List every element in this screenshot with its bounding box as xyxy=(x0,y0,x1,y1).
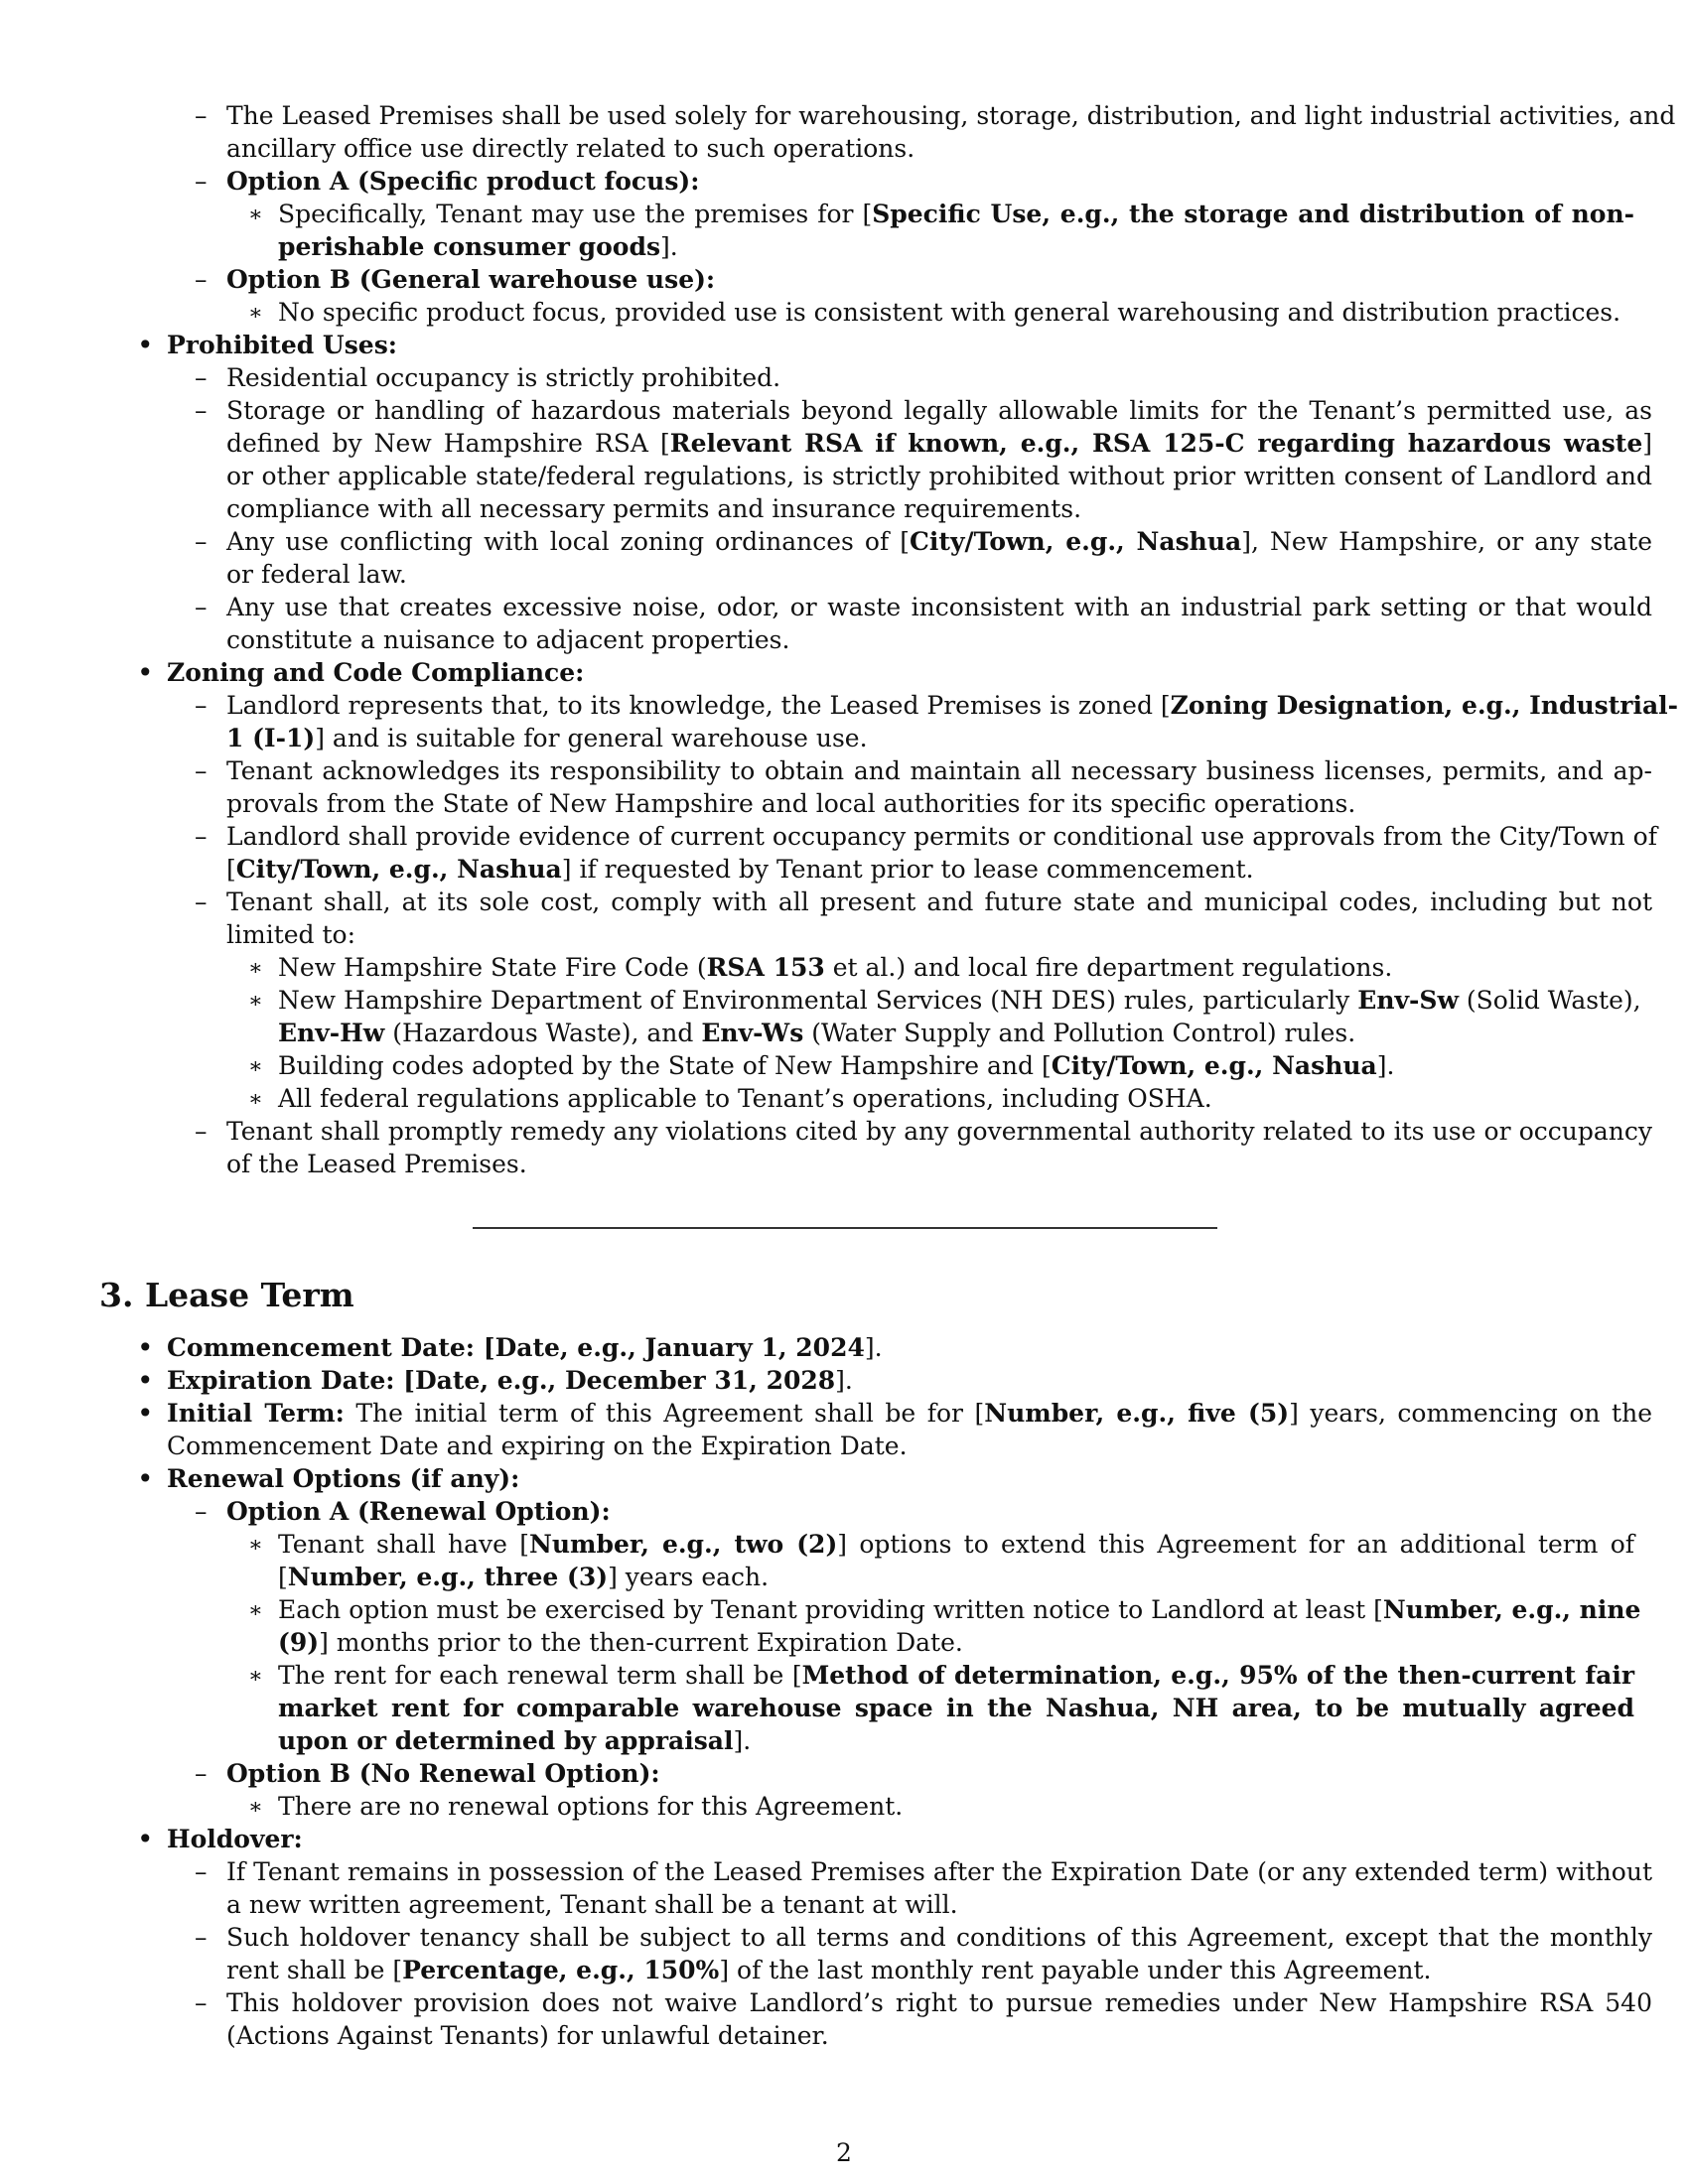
prohibited-item-3-line-2: or federal law. xyxy=(226,560,407,589)
renewal-option-b-text: There are no renewal options for this Agreement. xyxy=(278,1792,904,1821)
asterisk-marker: ∗ xyxy=(248,1664,263,1689)
zoning-sub-4: All federal regulations applicable to Tenant’s operations, including OSHA. xyxy=(278,1084,1212,1113)
option-b-label: Option B (General warehouse use): xyxy=(226,265,716,294)
holdover-label: Holdover: xyxy=(167,1825,303,1853)
asterisk-marker: ∗ xyxy=(248,989,263,1014)
bullet-marker: • xyxy=(137,1364,154,1397)
expiration-date: Expiration Date: [Date, e.g., December 31, 2028]. xyxy=(167,1366,853,1395)
renewal-a-3-line-2: market rent for comparable warehouse space in the Nashua, NH area, to be mutually agreed xyxy=(278,1694,1634,1722)
zoning-item-4-line-2: limited to: xyxy=(226,920,356,949)
prohibited-item-4-line-1: Any use that creates excessive noise, odor, or waste inconsistent with an industrial park setting or that would xyxy=(226,593,1652,621)
zoning-item-2-line-1: Tenant acknowledges its responsibility to obtain and maintain all necessary business licenses, permits, and ap- xyxy=(226,756,1652,785)
zoning-item-1-line-1: Landlord represents that, to its knowledge, the Leased Premises is zoned [Zoning Designation, e.g., Industrial- xyxy=(226,691,1679,720)
renewal-a-2-line-1: Each option must be exercised by Tenant providing written notice to Landlord at least [Number, e.g., nine xyxy=(278,1595,1641,1624)
zoning-sub-3: Building codes adopted by the State of New Hampshire and [City/Town, e.g., Nashua]. xyxy=(278,1051,1395,1080)
option-a-text-2: perishable consumer goods]. xyxy=(278,232,678,261)
holdover-2-line-1: Such holdover tenancy shall be subject to all terms and conditions of this Agreement, except that the monthly xyxy=(226,1923,1652,1952)
dash-marker: – xyxy=(195,593,208,621)
initial-term-line-2: Commencement Date and expiring on the Expiration Date. xyxy=(167,1432,908,1460)
zoning-sub-1: New Hampshire State Fire Code (RSA 153 et al.) and local fire department regulations. xyxy=(278,953,1393,982)
zoning-item-2-line-2: provals from the State of New Hampshire and local authorities for its specific operations. xyxy=(226,789,1356,818)
prohibited-item-4-line-2: constitute a nuisance to adjacent properties. xyxy=(226,625,790,654)
bullet-marker: • xyxy=(137,329,154,361)
dash-marker: – xyxy=(195,756,208,785)
zoning-item-1-line-2: 1 (I-1)] and is suitable for general warehouse use. xyxy=(226,724,868,752)
page-number: 2 xyxy=(836,2138,852,2167)
renewal-options-label: Renewal Options (if any): xyxy=(167,1464,520,1493)
dash-marker: – xyxy=(195,265,208,294)
dash-marker: – xyxy=(195,887,208,916)
holdover-3-line-1: This holdover provision does not waive Landlord’s right to pursue remedies under New Hampshire RSA 540 xyxy=(226,1988,1652,2017)
dash-marker: – xyxy=(195,527,208,556)
zoning-item-4-line-1: Tenant shall, at its sole cost, comply with all present and future state and municipal codes, including but not xyxy=(226,887,1652,916)
dash-marker: – xyxy=(195,1857,208,1886)
holdover-1-line-2: a new written agreement, Tenant shall be a tenant at will. xyxy=(226,1890,958,1919)
commencement-date: Commencement Date: [Date, e.g., January 1, 2024]. xyxy=(167,1333,883,1362)
dash-marker: – xyxy=(195,691,208,720)
prohibited-item-3-line-1: Any use conflicting with local zoning ordinances of [City/Town, e.g., Nashua], New Hampshire, or any state xyxy=(226,527,1652,556)
dash-marker: – xyxy=(195,1988,208,2017)
renewal-a-1-line-1: Tenant shall have [Number, e.g., two (2)] options to extend this Agreement for an additional term of xyxy=(278,1530,1635,1559)
section-3-heading: 3. Lease Term xyxy=(99,1276,354,1314)
renewal-a-1-line-2: [Number, e.g., three (3)] years each. xyxy=(278,1563,770,1591)
zoning-label: Zoning and Code Compliance: xyxy=(167,658,585,687)
bullet-marker: • xyxy=(137,1397,154,1430)
option-b-text: No specific product focus, provided use is consistent with general warehousing and distribution practices. xyxy=(278,298,1621,327)
renewal-option-a-label: Option A (Renewal Option): xyxy=(226,1497,611,1526)
prohibited-item-1: Residential occupancy is strictly prohibited. xyxy=(226,363,781,392)
renewal-option-b-label: Option B (No Renewal Option): xyxy=(226,1759,660,1788)
bullet-marker: • xyxy=(137,656,154,689)
prohibited-item-2-line-2: defined by New Hampshire RSA [Relevant RSA if known, e.g., RSA 125-C regarding hazardous waste] xyxy=(226,429,1652,458)
use-line-2: ancillary office use directly related to such operations. xyxy=(226,134,915,163)
asterisk-marker: ∗ xyxy=(248,1598,263,1623)
dash-marker: – xyxy=(195,1497,208,1526)
holdover-1-line-1: If Tenant remains in possession of the Leased Premises after the Expiration Date (or any extended term) without xyxy=(226,1857,1652,1886)
asterisk-marker: ∗ xyxy=(248,956,263,981)
asterisk-marker: ∗ xyxy=(248,1087,263,1112)
dash-marker: – xyxy=(195,822,208,851)
use-line-1: The Leased Premises shall be used solely for warehousing, storage, distribution, and light industrial activities, and xyxy=(226,101,1676,130)
zoning-item-5-line-2: of the Leased Premises. xyxy=(226,1150,527,1178)
asterisk-marker: ∗ xyxy=(248,1795,263,1820)
zoning-item-5-line-1: Tenant shall promptly remedy any violations cited by any governmental authority related to its use or occupancy xyxy=(226,1117,1652,1146)
prohibited-item-2-line-4: compliance with all necessary permits and insurance requirements. xyxy=(226,494,1082,523)
zoning-sub-2-line-1: New Hampshire Department of Environmental Services (NH DES) rules, particularly Env-Sw (Solid Waste), xyxy=(278,986,1641,1015)
bullet-marker: • xyxy=(137,1331,154,1364)
dash-marker: – xyxy=(195,1117,208,1146)
dash-marker: – xyxy=(195,1759,208,1788)
option-a-label: Option A (Specific product focus): xyxy=(226,167,700,196)
dash-marker: – xyxy=(195,363,208,392)
dash-marker: – xyxy=(195,101,208,130)
renewal-a-3-line-1: The rent for each renewal term shall be [Method of determination, e.g., 95% of the then-current fair xyxy=(278,1661,1634,1690)
dash-marker: – xyxy=(195,167,208,196)
dash-marker: – xyxy=(195,396,208,425)
asterisk-marker: ∗ xyxy=(248,1054,263,1079)
initial-term-line-1: Initial Term: The initial term of this Agreement shall be for [Number, e.g., five (5)] years, commencing on the xyxy=(167,1399,1652,1428)
holdover-3-line-2: (Actions Against Tenants) for unlawful detainer. xyxy=(226,2021,829,2050)
option-a-text-1: Specifically, Tenant may use the premises for [Specific Use, e.g., the storage and distribution of non- xyxy=(278,200,1634,228)
renewal-a-3-line-3: upon or determined by appraisal]. xyxy=(278,1726,752,1755)
bullet-marker: • xyxy=(137,1462,154,1495)
zoning-item-3-line-1: Landlord shall provide evidence of current occupancy permits or conditional use approvals from the City/Town of xyxy=(226,822,1657,851)
prohibited-uses-label: Prohibited Uses: xyxy=(167,331,398,359)
prohibited-item-2-line-3: or other applicable state/federal regulations, is strictly prohibited without prior written consent of Landlord and xyxy=(226,462,1652,490)
asterisk-marker: ∗ xyxy=(248,1533,263,1558)
bullet-marker: • xyxy=(137,1823,154,1855)
asterisk-marker: ∗ xyxy=(248,203,263,227)
zoning-item-3-line-2: [City/Town, e.g., Nashua] if requested by Tenant prior to lease commencement. xyxy=(226,855,1254,884)
holdover-2-line-2: rent shall be [Percentage, e.g., 150%] of the last monthly rent payable under this Agreement. xyxy=(226,1956,1432,1984)
asterisk-marker: ∗ xyxy=(248,301,263,326)
section-divider xyxy=(473,1227,1217,1229)
dash-marker: – xyxy=(195,1923,208,1952)
zoning-sub-2-line-2: Env-Hw (Hazardous Waste), and Env-Ws (Water Supply and Pollution Control) rules. xyxy=(278,1019,1356,1047)
prohibited-item-2-line-1: Storage or handling of hazardous materials beyond legally allowable limits for the Tenant’s permitted use, as xyxy=(226,396,1652,425)
renewal-a-2-line-2: (9)] months prior to the then-current Expiration Date. xyxy=(278,1628,963,1657)
